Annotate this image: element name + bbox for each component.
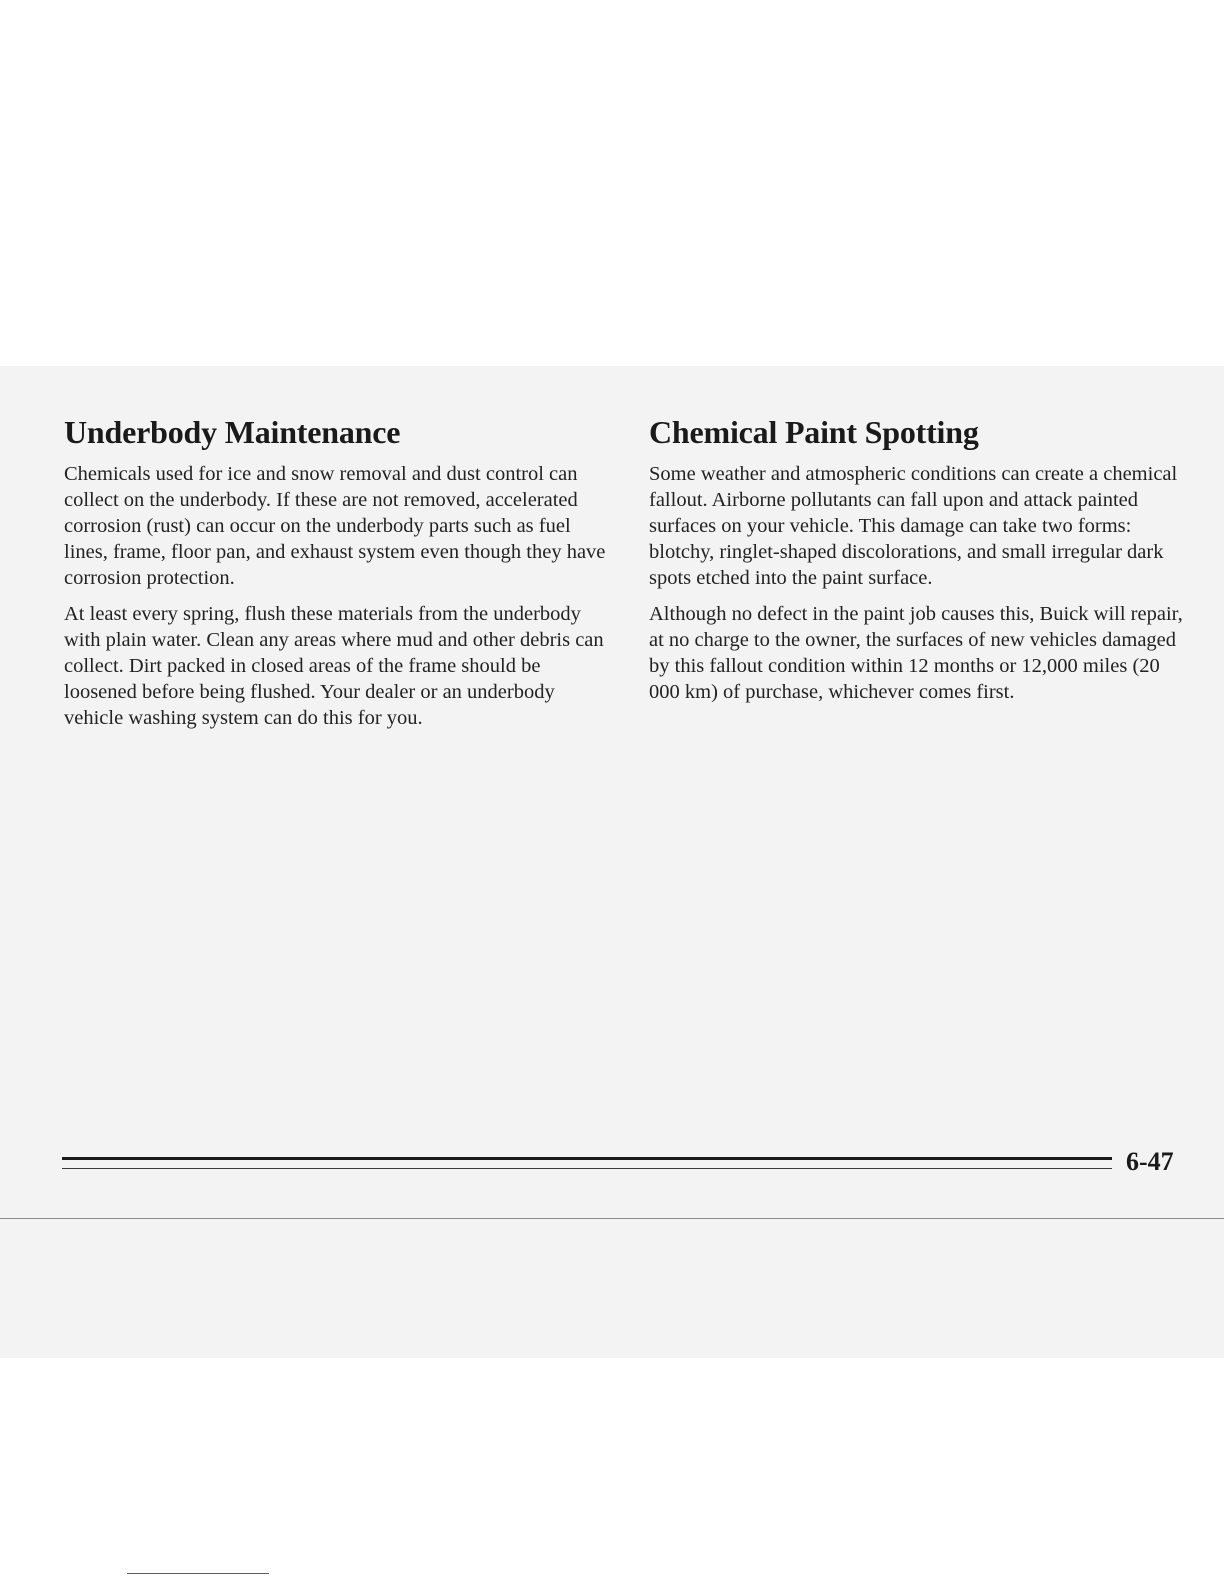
section-heading: Chemical Paint Spotting: [649, 414, 979, 450]
paragraph: Chemicals used for ice and snow removal and dust control can collect on the underbody. If these are not removed, accelerated corrosion (rust) can occur on the underbody parts such as fuel lines, frame, floor pan, and exhaust system even though they have corrosion protection.: [64, 463, 606, 589]
underbody-maintenance-section: [64, 412, 609, 741]
page-edge-divider: [0, 1218, 1224, 1219]
paragraph: Although no defect in the paint job causes this, Buick will repair, at no charge to the owner, the surfaces of new vehicles damaged by this fallout condition within 12 months or 12,000 miles (20 000 km) of purchase, whichever comes first.: [649, 603, 1183, 703]
footer-rule-thin: [62, 1168, 1112, 1169]
footer-rule-thick: [62, 1157, 1112, 1160]
page-number: 6-47: [1126, 1147, 1174, 1176]
chemical-paint-spotting-section: [649, 412, 1194, 715]
bottom-underline: [127, 1573, 269, 1574]
paragraph: Some weather and atmospheric conditions can create a chemical fallout. Airborne pollutants can fall upon and attack painted surfaces on your vehicle. This damage can take two forms: blotchy, ringlet-shaped discolorations, and small irregular dark spots etched into the paint surface.: [649, 463, 1178, 589]
section-heading: Underbody Maintenance: [64, 414, 401, 450]
paragraph: At least every spring, flush these materials from the underbody with plain water. Clean any areas where mud and other debris can collect. Dirt packed in closed areas of the frame should be loosened before being flushed. Your dealer or an underbody vehicle washing system can do this for you.: [64, 603, 604, 729]
